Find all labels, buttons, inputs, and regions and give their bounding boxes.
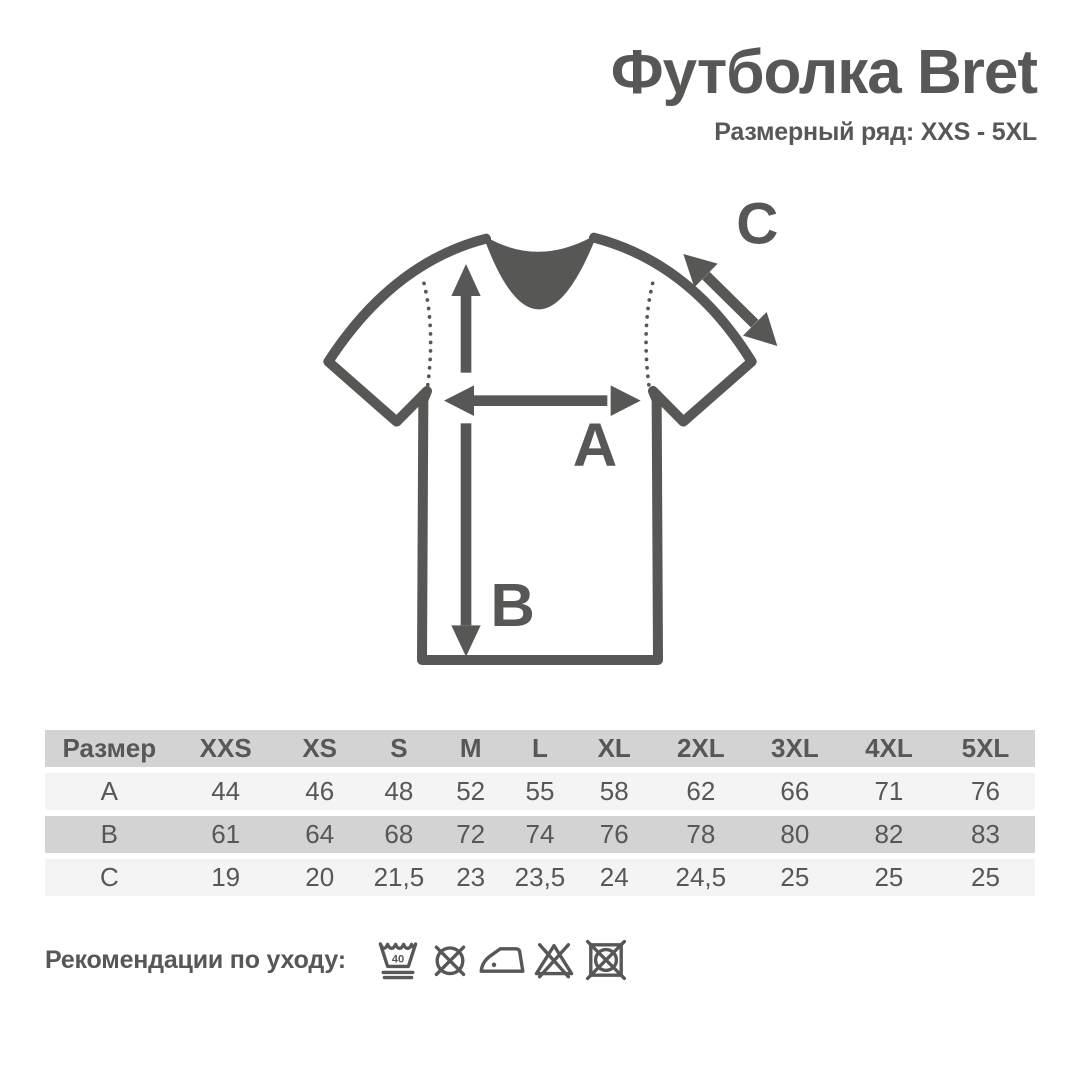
size-column-header: 3XL	[771, 733, 819, 763]
size-value-cell: 19	[211, 862, 241, 892]
size-value-cell: 71	[874, 776, 904, 806]
do-not-tumble-dry-icon	[582, 936, 630, 984]
size-value-cell: 46	[305, 776, 335, 806]
size-column-header: S	[390, 733, 408, 763]
size-column-header: 5XL	[961, 733, 1010, 763]
size-table-row	[45, 816, 1035, 853]
do-not-bleach-icon	[530, 936, 578, 984]
size-value-cell: 55	[525, 776, 555, 806]
size-column-header: M	[459, 733, 482, 763]
do-not-dry-clean-icon	[426, 936, 474, 984]
care-label: Рекомендации по уходу:	[45, 945, 346, 974]
size-value-cell: 68	[384, 819, 414, 849]
size-value-cell: 82	[874, 819, 904, 849]
size-value-cell: 74	[525, 819, 555, 849]
svg-text:40: 40	[391, 953, 405, 966]
size-value-cell: 24,5	[675, 862, 727, 892]
size-table	[45, 724, 1035, 902]
measurement-row-label: B	[100, 819, 119, 849]
size-value-cell: 80	[780, 819, 810, 849]
size-value-cell: 66	[780, 776, 810, 806]
size-column-header: XL	[597, 733, 631, 763]
product-title: Футболка Bret	[610, 38, 1037, 107]
size-value-cell: 58	[599, 776, 629, 806]
size-value-cell: 20	[305, 862, 335, 892]
size-column-header: 2XL	[676, 733, 725, 763]
size-value-cell: 76	[599, 819, 629, 849]
care-icons-row	[374, 936, 630, 984]
size-column-header: XS	[302, 733, 338, 763]
label-a: A	[572, 411, 618, 480]
measurement-row-label: C	[99, 862, 119, 892]
size-value-cell: 61	[211, 819, 241, 849]
size-value-cell: 76	[971, 776, 1000, 806]
size-value-cell: 52	[456, 776, 486, 806]
size-value-cell: 23,5	[514, 862, 566, 892]
size-column-header: XXS	[199, 733, 252, 763]
wash-40-gentle-icon	[374, 936, 422, 984]
size-table-head	[45, 730, 1035, 767]
size-value-cell: 48	[384, 776, 414, 806]
size-range-subtitle: Размерный ряд: XXS - 5XL	[714, 118, 1037, 146]
size-column-header: Размер	[62, 733, 157, 763]
size-value-cell: 64	[305, 819, 335, 849]
care-recommendations	[45, 924, 630, 996]
measurement-row-label: A	[100, 776, 119, 806]
size-table-header-row	[45, 730, 1035, 767]
size-value-cell: 24	[599, 862, 629, 892]
tshirt-measurement-diagram	[300, 190, 800, 690]
size-value-cell: 78	[686, 819, 716, 849]
size-value-cell: 83	[971, 819, 1000, 849]
size-value-cell: 44	[211, 776, 241, 806]
size-value-cell: 72	[456, 819, 486, 849]
size-column-header: 4XL	[865, 733, 913, 763]
size-value-cell: 21,5	[373, 862, 425, 892]
size-value-cell: 23	[456, 862, 486, 892]
page-header	[610, 38, 1037, 147]
size-value-cell: 25	[874, 862, 904, 892]
label-b: B	[490, 571, 535, 640]
size-value-cell: 62	[686, 776, 716, 806]
size-table-row	[45, 773, 1035, 810]
iron-low-temp-icon	[478, 936, 526, 984]
size-table-row	[45, 859, 1035, 896]
size-column-header: L	[532, 733, 548, 763]
size-value-cell: 25	[780, 862, 810, 892]
size-table-body	[45, 773, 1035, 896]
label-c: C	[736, 191, 779, 257]
size-value-cell: 25	[971, 862, 1000, 892]
